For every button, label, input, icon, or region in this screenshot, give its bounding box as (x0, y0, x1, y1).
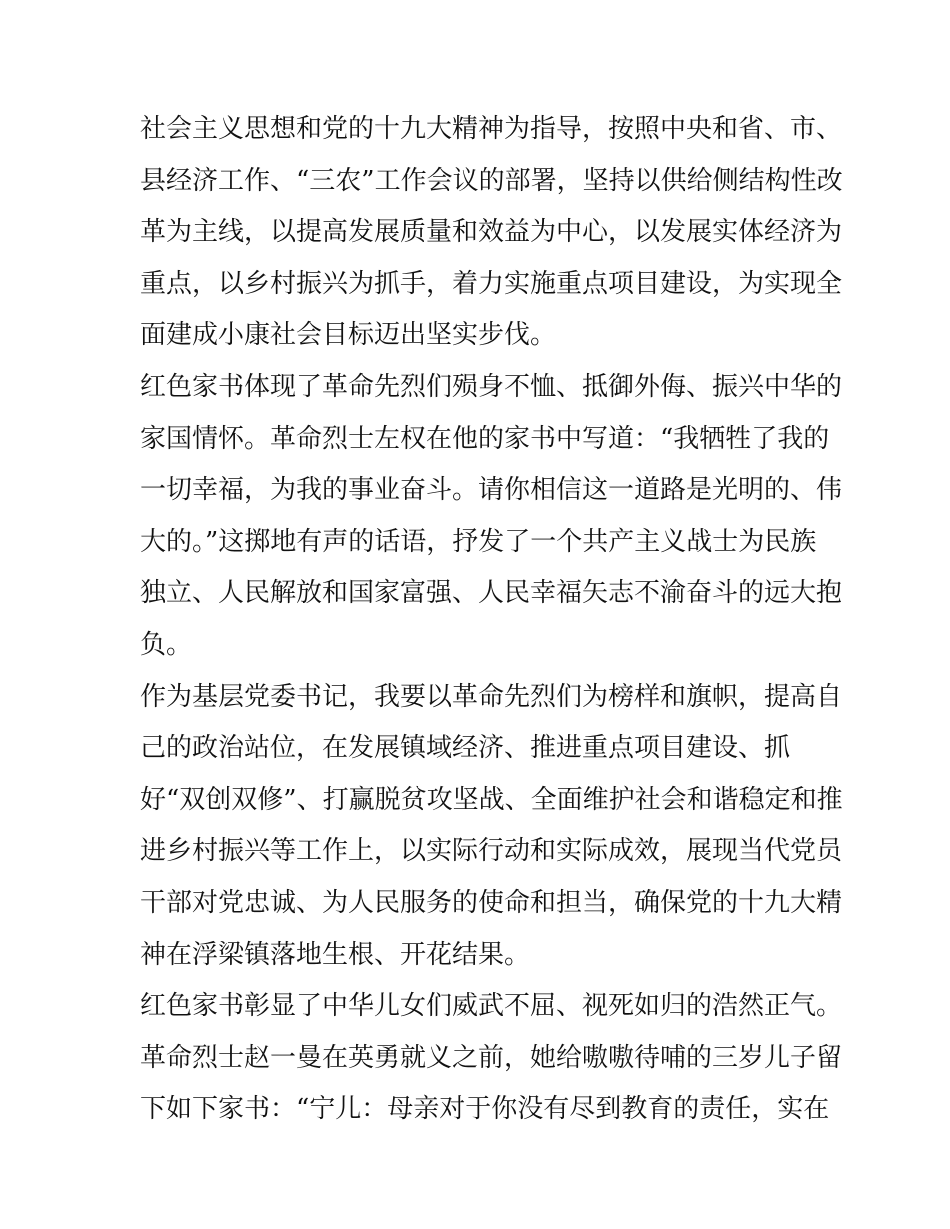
text-line: 面建成小康社会目标迈出坚实步伐。 (140, 320, 557, 351)
text-line: 红色家书彰显了中华儿女们威武不屈、视死如归的浩然正气。 (140, 991, 843, 1022)
body-text (140, 104, 843, 1136)
text-line: 负。 (140, 629, 193, 660)
text-line: 红色家书体现了革命先烈们殒身不恤、抵御外侮、振兴中华的 (140, 371, 843, 402)
text-line: 家国情怀。革命烈士左权在他的家书中写道：“我牺牲了我的 (140, 423, 830, 454)
text-line: 好“双创双修”、打赢脱贫攻坚战、全面维护社会和谐稳定和推 (140, 784, 843, 815)
text-line: 神在浮梁镇落地生根、开花结果。 (140, 939, 531, 970)
text-line: 县经济工作、“三农”工作会议的部署，坚持以供给侧结构性改 (140, 165, 843, 196)
text-line: 作为基层党委书记，我要以革命先烈们为榜样和旗帜，提高自 (140, 681, 843, 712)
text-line: 下如下家书：“宁儿：母亲对于你没有尽到教育的责任，实在 (140, 1094, 830, 1125)
text-line: 重点，以乡村振兴为抓手，着力实施重点项目建设，为实现全 (140, 268, 843, 299)
text-line: 革命烈士赵一曼在英勇就义之前，她给嗷嗷待哺的三岁儿子留 (140, 1042, 843, 1073)
text-line: 一切幸福，为我的事业奋斗。请你相信这一道路是光明的、伟 (140, 475, 843, 506)
text-line: 革为主线，以提高发展质量和效益为中心，以发展实体经济为 (140, 217, 843, 248)
text-line: 进乡村振兴等工作上，以实际行动和实际成效，展现当代党员 (140, 836, 843, 867)
text-line: 独立、人民解放和国家富强、人民幸福矢志不渝奋斗的远大抱 (140, 578, 843, 609)
text-line: 己的政治站位，在发展镇域经济、推进重点项目建设、抓 (140, 733, 791, 764)
text-line: 干部对党忠诚、为人民服务的使命和担当，确保党的十九大精 (140, 887, 843, 918)
text-line: 大的。”这掷地有声的话语，抒发了一个共产主义战士为民族 (140, 526, 817, 557)
text-line: 社会主义思想和党的十九大精神为指导，按照中央和省、市、 (140, 114, 843, 144)
